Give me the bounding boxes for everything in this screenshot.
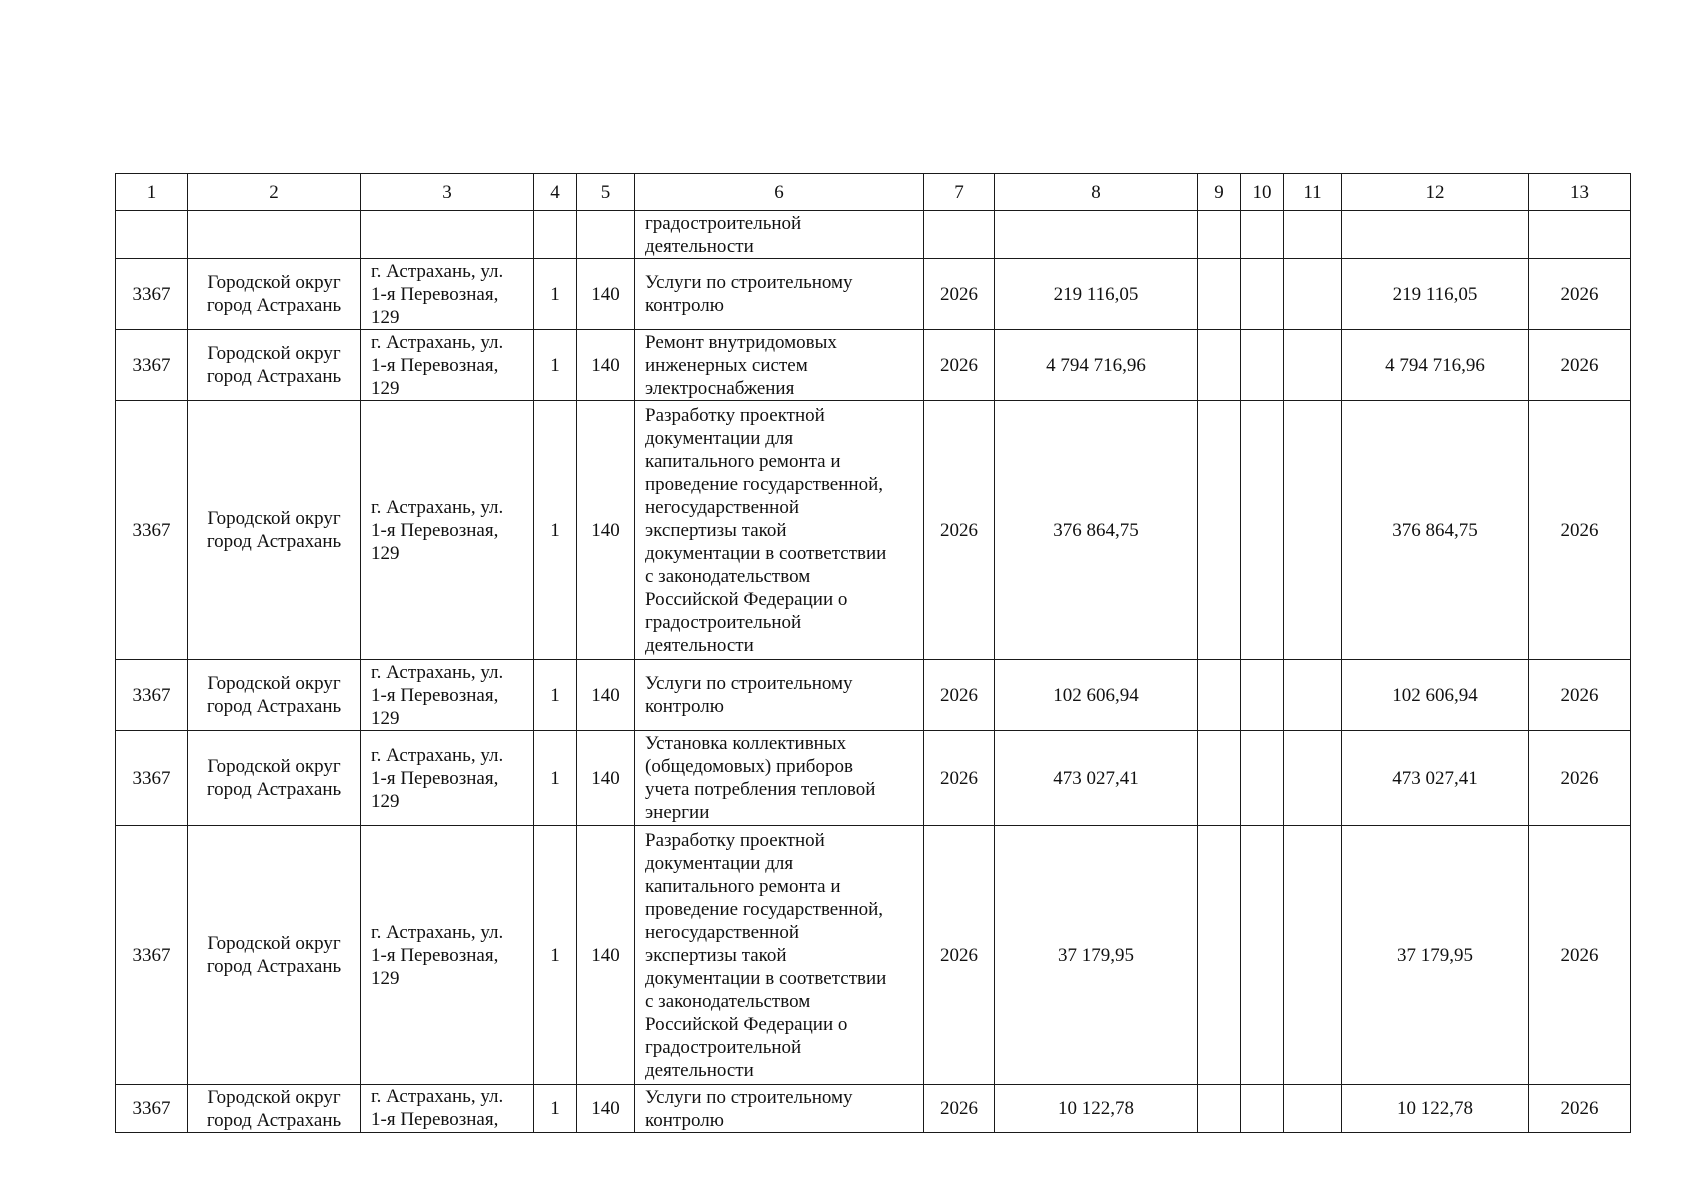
column-4-cell: 1 (534, 660, 577, 731)
completion-year-cell: 2026 (1529, 401, 1631, 660)
table-row (116, 401, 1631, 660)
record-number-cell (116, 211, 188, 259)
work-type-cell: Разработку проектной документации для капитального ремонта и проведение государственной, негосударственной экспертизы такой документации в соответствии с законодательством Российской Федерации о градостроительной деятельности (635, 401, 924, 660)
address-cell (361, 211, 534, 259)
record-number-cell: 3367 (116, 660, 188, 731)
cost-cell: 4 794 716,96 (995, 330, 1198, 401)
completion-year-cell: 2026 (1529, 660, 1631, 731)
column-5-cell: 140 (577, 259, 635, 330)
address-cell: г. Астрахань, ул. 1-я Перевозная, 129 (361, 330, 534, 401)
column-5-cell: 140 (577, 1085, 635, 1133)
work-type-cell: Услуги по строительному контролю (635, 259, 924, 330)
cost-cell: 473 027,41 (995, 731, 1198, 826)
column-11-cell (1284, 401, 1342, 660)
municipality-cell: Городской округ город Астрахань (188, 330, 361, 401)
column-4-cell: 1 (534, 1085, 577, 1133)
completion-year-cell (1529, 211, 1631, 259)
completion-year-cell: 2026 (1529, 259, 1631, 330)
column-number-cell: 3 (361, 174, 534, 211)
column-number-cell: 9 (1198, 174, 1241, 211)
cost-cell: 10 122,78 (995, 1085, 1198, 1133)
total-cost-cell: 102 606,94 (1342, 660, 1529, 731)
record-number-cell: 3367 (116, 330, 188, 401)
column-number-cell: 13 (1529, 174, 1631, 211)
column-number-cell: 4 (534, 174, 577, 211)
record-number-cell: 3367 (116, 826, 188, 1085)
total-cost-cell: 376 864,75 (1342, 401, 1529, 660)
completion-year-cell: 2026 (1529, 1085, 1631, 1133)
column-11-cell (1284, 660, 1342, 731)
record-number-cell: 3367 (116, 731, 188, 826)
table-row (116, 211, 1631, 259)
year-cell: 2026 (924, 401, 995, 660)
column-9-cell (1198, 211, 1241, 259)
column-number-header-row (116, 174, 1631, 211)
column-11-cell (1284, 211, 1342, 259)
municipality-cell: Городской округ город Астрахань (188, 401, 361, 660)
address-cell (361, 1085, 534, 1133)
column-number-cell: 11 (1284, 174, 1342, 211)
record-number-cell: 3367 (116, 259, 188, 330)
work-type-cell: Услуги по строительному контролю (635, 1085, 924, 1133)
column-9-cell (1198, 660, 1241, 731)
column-10-cell (1241, 1085, 1284, 1133)
address-cell: г. Астрахань, ул. 1-я Перевозная, 129 (361, 731, 534, 826)
table-row (116, 660, 1631, 731)
municipality-cell: Городской округ город Астрахань (188, 731, 361, 826)
year-cell: 2026 (924, 330, 995, 401)
total-cost-cell: 219 116,05 (1342, 259, 1529, 330)
work-type-cell: Ремонт внутридомовых инженерных систем электроснабжения (635, 330, 924, 401)
address-cell: г. Астрахань, ул. 1-я Перевозная, 129 (361, 660, 534, 731)
cost-cell (995, 211, 1198, 259)
work-type-cell: Разработку проектной документации для капитального ремонта и проведение государственной, негосударственной экспертизы такой документации в соответствии с законодательством Российской Федерации о градостроительной деятельности (635, 826, 924, 1085)
column-number-cell: 12 (1342, 174, 1529, 211)
column-5-cell (577, 211, 635, 259)
municipality-cell (188, 211, 361, 259)
column-number-cell: 6 (635, 174, 924, 211)
cost-cell: 102 606,94 (995, 660, 1198, 731)
year-cell: 2026 (924, 1085, 995, 1133)
work-type-cell: Установка коллективных (общедомовых) приборов учета потребления тепловой энергии (635, 731, 924, 826)
address-text: г. Астрахань, ул. 1-я Перевозная, (371, 1086, 504, 1130)
column-number-cell: 10 (1241, 174, 1284, 211)
municipality-cell: Городской округ город Астрахань (188, 259, 361, 330)
completion-year-cell: 2026 (1529, 731, 1631, 826)
column-4-cell: 1 (534, 731, 577, 826)
total-cost-cell: 10 122,78 (1342, 1085, 1529, 1133)
cost-cell: 219 116,05 (995, 259, 1198, 330)
column-4-cell (534, 211, 577, 259)
year-cell: 2026 (924, 660, 995, 731)
year-cell: 2026 (924, 731, 995, 826)
address-cell: г. Астрахань, ул. 1-я Перевозная, 129 (361, 826, 534, 1085)
document-table (115, 173, 1631, 1133)
column-11-cell (1284, 826, 1342, 1085)
column-11-cell (1284, 259, 1342, 330)
cost-cell: 37 179,95 (995, 826, 1198, 1085)
column-9-cell (1198, 330, 1241, 401)
table-row (116, 330, 1631, 401)
column-5-cell: 140 (577, 401, 635, 660)
column-10-cell (1241, 826, 1284, 1085)
column-10-cell (1241, 330, 1284, 401)
column-number-cell: 7 (924, 174, 995, 211)
table-row (116, 1085, 1631, 1133)
column-4-cell: 1 (534, 259, 577, 330)
record-number-cell: 3367 (116, 1085, 188, 1133)
municipality-cell: Городской округ город Астрахань (188, 660, 361, 731)
column-4-cell: 1 (534, 330, 577, 401)
column-5-cell: 140 (577, 660, 635, 731)
table-row (116, 731, 1631, 826)
column-10-cell (1241, 259, 1284, 330)
total-cost-cell (1342, 211, 1529, 259)
address-cell: г. Астрахань, ул. 1-я Перевозная, 129 (361, 401, 534, 660)
column-number-cell: 5 (577, 174, 635, 211)
year-cell: 2026 (924, 259, 995, 330)
column-number-cell: 1 (116, 174, 188, 211)
column-10-cell (1241, 731, 1284, 826)
total-cost-cell: 473 027,41 (1342, 731, 1529, 826)
column-9-cell (1198, 826, 1241, 1085)
table-row (116, 826, 1631, 1085)
municipality-cell: Городской округ город Астрахань (188, 826, 361, 1085)
column-9-cell (1198, 1085, 1241, 1133)
municipality-cell: Городской округ город Астрахань (188, 1085, 361, 1133)
column-4-cell: 1 (534, 401, 577, 660)
column-11-cell (1284, 1085, 1342, 1133)
record-number-cell: 3367 (116, 401, 188, 660)
column-9-cell (1198, 259, 1241, 330)
year-cell: 2026 (924, 826, 995, 1085)
column-9-cell (1198, 731, 1241, 826)
table-row (116, 259, 1631, 330)
address-cell: г. Астрахань, ул. 1-я Перевозная, 129 (361, 259, 534, 330)
column-number-cell: 2 (188, 174, 361, 211)
year-cell (924, 211, 995, 259)
column-10-cell (1241, 660, 1284, 731)
column-11-cell (1284, 731, 1342, 826)
column-5-cell: 140 (577, 731, 635, 826)
column-11-cell (1284, 330, 1342, 401)
column-10-cell (1241, 401, 1284, 660)
column-10-cell (1241, 211, 1284, 259)
column-5-cell: 140 (577, 330, 635, 401)
column-9-cell (1198, 401, 1241, 660)
total-cost-cell: 37 179,95 (1342, 826, 1529, 1085)
column-4-cell: 1 (534, 826, 577, 1085)
column-number-cell: 8 (995, 174, 1198, 211)
work-type-cell: Услуги по строительному контролю (635, 660, 924, 731)
work-type-cell: градостроительной деятельности (635, 211, 924, 259)
total-cost-cell: 4 794 716,96 (1342, 330, 1529, 401)
completion-year-cell: 2026 (1529, 826, 1631, 1085)
column-5-cell: 140 (577, 826, 635, 1085)
cost-cell: 376 864,75 (995, 401, 1198, 660)
completion-year-cell: 2026 (1529, 330, 1631, 401)
